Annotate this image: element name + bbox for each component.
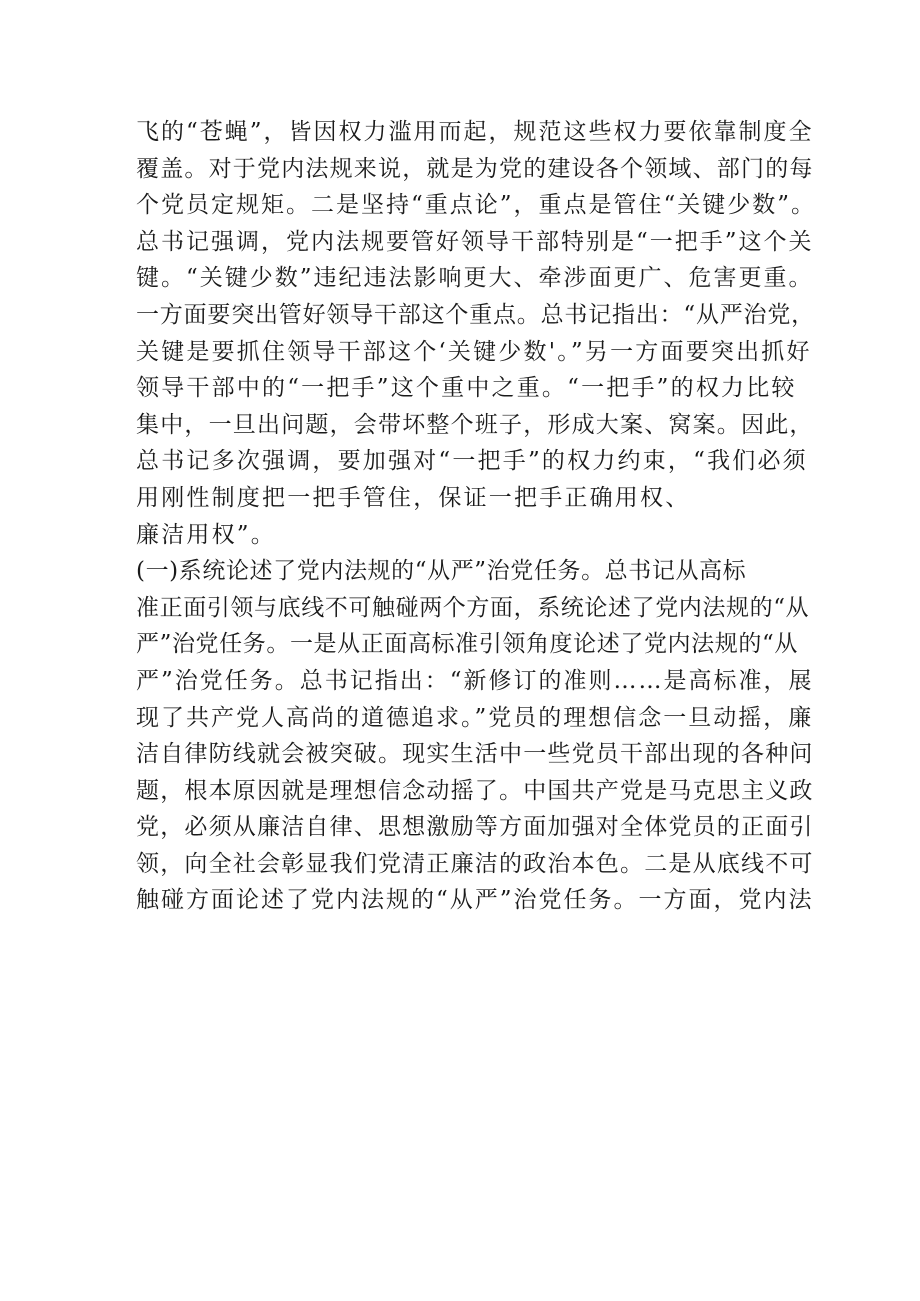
text-line: 现了共产党人高尚的道德追求。”党员的理想信念一旦动摇，廉 [136, 704, 814, 731]
text-line: 键。“关键少数”违纪违法影响更大、牵涉面更广、危害更重。 [136, 265, 814, 292]
text-line: 个党员定规矩。二是坚持“重点论”，重点是管住“关键少数”。 [136, 192, 817, 219]
text-line: 用刚性制度把一把手管住，保证一把手正确用权、 [136, 484, 691, 511]
body-text [136, 114, 817, 919]
text-line: 党，必须从廉洁自律、思想激励等方面加强对全体党员的正面引 [136, 814, 814, 841]
text-line: 集中，一旦出问题，会带坏整个班子，形成大案、窝案。因此， [136, 411, 814, 438]
text-line: 严”治党任务。总书记指出：“新修订的准则……是高标准，展 [136, 667, 814, 694]
text-line: 领，向全社会彰显我们党清正廉洁的政治本色。二是从底线不可 [136, 850, 814, 877]
text-line: 题，根本原因就是理想信念动摇了。中国共产党是马克思主义政 [136, 777, 814, 804]
text-line: 总书记多次强调，要加强对“一把手”的权力约束，“我们必须 [136, 448, 808, 475]
text-line: 一方面要突出管好领导干部这个重点。总书记指出：“从严治党， [136, 301, 815, 328]
text-line: 严”治党任务。一是从正面高标准引领角度论述了党内法规的“从 [136, 631, 798, 658]
text-line: 覆盖。对于党内法规来说，就是为党的建设各个领域、部门的每 [136, 155, 814, 182]
text-line: 飞的“苍蝇”，皆因权力滥用而起，规范这些权力要依靠制度全 [136, 119, 814, 145]
text-line: 准正面引领与底线不可触碰两个方面，系统论述了党内法规的“从 [136, 594, 810, 621]
section-heading-line: (一)系统论述了党内法规的“从严”治党任务。总书记从高标 [136, 558, 747, 585]
text-line: 总书记强调，党内法规要管好领导干部特别是“一把手”这个关 [136, 228, 814, 255]
text-line: 关键是要抓住领导干部这个‘关键少数'。”另一方面要突出抓好 [136, 338, 812, 365]
text-line: 廉洁用权”。 [136, 521, 276, 548]
text-line: 洁自律防线就会被突破。现实生活中一些党员干部出现的各种问 [136, 741, 814, 768]
text-line: 触碰方面论述了党内法规的“从严”治党任务。一方面，党内法 [136, 887, 814, 914]
text-line: 领导干部中的“一把手”这个重中之重。“一把手”的权力比较 [136, 375, 797, 402]
